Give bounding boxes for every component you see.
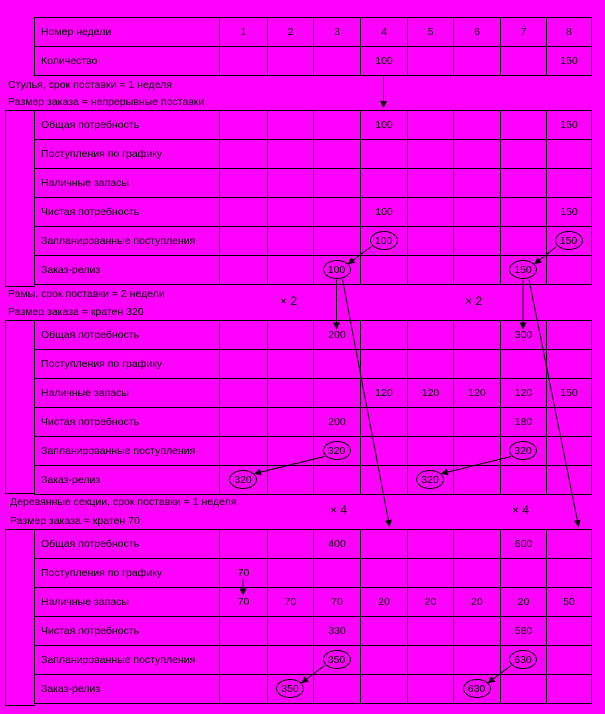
value-cell (408, 111, 454, 140)
circled-value: 100 (370, 231, 398, 250)
value-cell (454, 111, 501, 140)
mrp-row (35, 675, 592, 704)
value-cell (314, 379, 361, 408)
value-cell: 100 (361, 111, 408, 140)
value-cell: 330 (314, 617, 361, 646)
qty-cell: 150 (547, 47, 592, 76)
value-cell (408, 169, 454, 198)
value-cell (220, 227, 268, 256)
value-cell (501, 227, 547, 256)
multiplier-label: × 2 (280, 294, 298, 308)
value-cell (547, 408, 592, 437)
value-cell (268, 437, 314, 466)
value-cell (220, 169, 268, 198)
circled-value: 630 (463, 679, 491, 698)
value-cell (361, 140, 408, 169)
value-cell (268, 466, 314, 495)
value-cell (361, 321, 408, 350)
value-cell: 20 (408, 588, 454, 617)
value-cell (501, 466, 547, 495)
value-cell (314, 169, 361, 198)
value-cell (268, 646, 314, 675)
row-label: Запланированные поступления (35, 646, 220, 675)
value-cell (361, 559, 408, 588)
value-cell (220, 350, 268, 379)
value-cell (268, 198, 314, 227)
value-cell: 20 (454, 588, 501, 617)
value-cell (547, 617, 592, 646)
value-cell (408, 530, 454, 559)
mrp-table-1 (34, 320, 592, 495)
value-cell (361, 675, 408, 704)
qty-label: Количество (35, 47, 220, 76)
value-cell (268, 379, 314, 408)
value-cell (501, 169, 547, 198)
mrp-row (35, 408, 592, 437)
value-cell (408, 256, 454, 285)
value-cell: 120 (454, 379, 501, 408)
value-cell (454, 466, 501, 495)
row-label: Поступления по графику (35, 350, 220, 379)
circled-value: 150 (555, 231, 583, 250)
value-cell (454, 437, 501, 466)
value-cell (268, 140, 314, 169)
mrp-row (35, 588, 592, 617)
value-cell (408, 227, 454, 256)
value-cell (220, 617, 268, 646)
mrp-table-2 (34, 529, 592, 704)
value-cell (220, 646, 268, 675)
value-cell (361, 530, 408, 559)
value-cell (314, 350, 361, 379)
value-cell (408, 350, 454, 379)
block-0-caption-2: Размер заказа = непрерывные поставки (8, 96, 205, 108)
value-cell (408, 559, 454, 588)
value-cell (547, 169, 592, 198)
mrp-row (35, 227, 592, 256)
value-cell: 50 (547, 588, 592, 617)
value-cell: 20 (361, 588, 408, 617)
mrp-row (35, 617, 592, 646)
value-cell: 20 (501, 588, 547, 617)
mrp-row (35, 111, 592, 140)
value-cell (361, 408, 408, 437)
value-cell (408, 617, 454, 646)
value-cell (547, 437, 592, 466)
value-cell (454, 169, 501, 198)
row-label: Наличные запасы (35, 379, 220, 408)
mrp-row (35, 256, 592, 285)
mrp-row (35, 646, 592, 675)
value-cell: 300 (501, 321, 547, 350)
row-label: Чистая потребность (35, 408, 220, 437)
week-cell: 2 (268, 18, 314, 47)
mrp-row (35, 379, 592, 408)
mrp-row (35, 437, 592, 466)
value-cell (220, 408, 268, 437)
value-cell (454, 559, 501, 588)
value-cell (314, 198, 361, 227)
week-cell: 5 (408, 18, 454, 47)
value-cell (547, 256, 592, 285)
value-cell (220, 530, 268, 559)
week-cell: 8 (547, 18, 592, 47)
mrp-table-0 (34, 110, 592, 285)
value-cell (454, 256, 501, 285)
value-cell (361, 256, 408, 285)
row-label: Общая потребность (35, 530, 220, 559)
mrp-row (35, 530, 592, 559)
value-cell (501, 559, 547, 588)
value-cell (314, 559, 361, 588)
value-cell (268, 321, 314, 350)
mrp-row (35, 559, 592, 588)
block-1-caption-2: Размер заказа = кратен 320 (8, 306, 144, 318)
value-cell: 120 (361, 379, 408, 408)
value-cell: 580 (501, 617, 547, 646)
row-label: Заказ-релиз (35, 256, 220, 285)
qty-cell: 100 (361, 47, 408, 76)
value-cell: 120 (501, 379, 547, 408)
circled-value: 320 (416, 470, 444, 489)
value-cell: 70 (314, 588, 361, 617)
value-cell (314, 140, 361, 169)
value-cell (361, 169, 408, 198)
value-cell (268, 530, 314, 559)
value-cell (268, 227, 314, 256)
value-cell (361, 617, 408, 646)
value-cell (268, 617, 314, 646)
week-label: Номер недели (35, 18, 220, 47)
block-0-caption-1: Стулья, срок поставки = 1 неделя (8, 79, 172, 91)
multiplier-label: × 2 (465, 294, 483, 308)
value-cell (501, 350, 547, 379)
week-cell: 7 (501, 18, 547, 47)
value-cell (314, 227, 361, 256)
value-cell (454, 350, 501, 379)
mrp-row (35, 169, 592, 198)
value-cell (268, 111, 314, 140)
value-cell (454, 617, 501, 646)
week-cell: 6 (454, 18, 501, 47)
mrp-row (35, 198, 592, 227)
value-cell (408, 437, 454, 466)
value-cell (268, 559, 314, 588)
value-cell: 150 (547, 198, 592, 227)
value-cell (408, 675, 454, 704)
value-cell (501, 140, 547, 169)
value-cell (361, 437, 408, 466)
value-cell (268, 256, 314, 285)
value-cell (408, 140, 454, 169)
circled-value: 150 (509, 260, 537, 279)
mrp-row (35, 140, 592, 169)
row-label: Чистая потребность (35, 198, 220, 227)
row-label: Заказ-релиз (35, 466, 220, 495)
circled-value: 100 (323, 260, 351, 279)
row-label: Запланированные поступления (35, 437, 220, 466)
value-cell (454, 227, 501, 256)
value-cell (220, 111, 268, 140)
value-cell (408, 198, 454, 227)
value-cell (454, 198, 501, 227)
value-cell: 120 (408, 379, 454, 408)
value-cell (547, 466, 592, 495)
value-cell: 70 (220, 559, 268, 588)
value-cell (547, 675, 592, 704)
multiplier-label: × 4 (330, 503, 348, 517)
circled-value: 320 (509, 441, 537, 460)
value-cell (361, 350, 408, 379)
value-cell: 150 (547, 379, 592, 408)
value-cell (314, 466, 361, 495)
row-label: Общая потребность (35, 321, 220, 350)
value-cell (501, 111, 547, 140)
value-cell (547, 559, 592, 588)
block-1-caption-1: Рамы, срок поставки = 2 недели (8, 288, 165, 300)
row-label: Запланированные поступления (35, 227, 220, 256)
row-label: Чистая потребность (35, 617, 220, 646)
value-cell (547, 140, 592, 169)
circled-value: 320 (323, 441, 351, 460)
value-cell: 100 (361, 198, 408, 227)
value-cell (547, 530, 592, 559)
circled-value: 320 (229, 470, 257, 489)
value-cell (408, 646, 454, 675)
row-label: Заказ-релиз (35, 675, 220, 704)
circled-value: 630 (509, 650, 537, 669)
row-label: Поступления по графику (35, 559, 220, 588)
value-cell (501, 198, 547, 227)
value-cell (454, 140, 501, 169)
week-cell: 4 (361, 18, 408, 47)
value-cell (314, 111, 361, 140)
value-cell (454, 646, 501, 675)
value-cell (408, 408, 454, 437)
value-cell: 70 (268, 588, 314, 617)
value-cell (408, 321, 454, 350)
value-cell: 600 (501, 530, 547, 559)
value-cell: 200 (314, 408, 361, 437)
value-cell (454, 530, 501, 559)
value-cell (268, 169, 314, 198)
week-cell: 3 (314, 18, 361, 47)
value-cell (547, 321, 592, 350)
mrp-row (35, 350, 592, 379)
value-cell (220, 140, 268, 169)
block-2-caption-2: Размер заказа = кратен 70 (10, 515, 140, 527)
row-label: Общая потребность (35, 111, 220, 140)
value-cell: 400 (314, 530, 361, 559)
value-cell (501, 675, 547, 704)
row-label: Поступления по графику (35, 140, 220, 169)
block-2-caption-1: Деревянные секции, срок поставки = 1 неделя (10, 496, 237, 508)
multiplier-label: × 4 (512, 503, 530, 517)
value-cell (361, 646, 408, 675)
value-cell (220, 198, 268, 227)
row-label: Наличные запасы (35, 588, 220, 617)
mrp-row (35, 321, 592, 350)
circled-value: 350 (276, 679, 304, 698)
value-cell (268, 350, 314, 379)
value-cell (220, 256, 268, 285)
value-cell (314, 675, 361, 704)
value-cell (220, 321, 268, 350)
value-cell: 200 (314, 321, 361, 350)
value-cell (220, 379, 268, 408)
value-cell (454, 321, 501, 350)
value-cell (220, 437, 268, 466)
value-cell (268, 408, 314, 437)
value-cell (454, 408, 501, 437)
value-cell (361, 466, 408, 495)
value-cell: 70 (220, 588, 268, 617)
circled-value: 350 (323, 650, 351, 669)
value-cell (547, 350, 592, 379)
value-cell (220, 675, 268, 704)
mrp-row (35, 466, 592, 495)
value-cell (547, 646, 592, 675)
row-label: Наличные запасы (35, 169, 220, 198)
value-cell: 150 (547, 111, 592, 140)
value-cell: 180 (501, 408, 547, 437)
week-cell: 1 (220, 18, 268, 47)
